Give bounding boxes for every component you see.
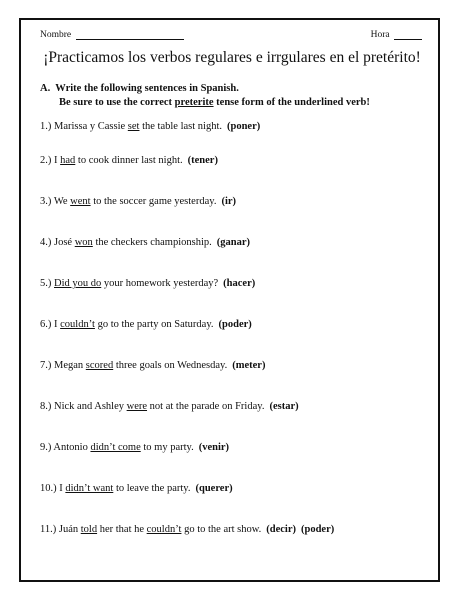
instructions-line-1: [40, 82, 370, 96]
underlined-verb: went: [70, 196, 91, 207]
sentence-item: [40, 319, 252, 330]
name-field: [40, 30, 184, 40]
sentence-text-post: your homework yesterday?: [101, 278, 219, 289]
sentence-item: [40, 442, 229, 453]
sentence-item: [40, 524, 334, 535]
sentence-number: 8.): [40, 401, 52, 412]
sentence-number: 5.): [40, 278, 52, 289]
sentence-number: 2.): [40, 155, 52, 166]
underlined-verb: scored: [85, 360, 114, 371]
sentence-text-post: to leave the party.: [113, 483, 191, 494]
name-label: Nombre: [40, 30, 72, 40]
sentence-number: 1.): [40, 121, 52, 132]
verb-hint: (querer): [195, 483, 233, 494]
sentence-item: [40, 121, 260, 132]
underlined-verb: set: [127, 121, 140, 132]
sentence-item: [40, 401, 299, 412]
sentence-text-post: go to the art show.: [181, 524, 262, 535]
underlined-verb: won: [74, 237, 93, 248]
sentence-text-post: go to the party on Saturday.: [94, 319, 214, 330]
sentence-item: [40, 155, 218, 166]
instructions-line-2: [40, 96, 370, 110]
instructions-text-2-pre: Be sure to use the correct: [59, 97, 175, 108]
verb-hint: (estar): [269, 401, 299, 412]
underlined-verb-2: couldn’t: [146, 524, 182, 535]
sentence-text-mid: her that he: [97, 524, 147, 535]
verb-hint: (hacer): [223, 278, 256, 289]
underlined-verb: told: [80, 524, 98, 535]
sentence-item: [40, 196, 236, 207]
sentence-text-post: the table last night.: [139, 121, 222, 132]
sentence-number: 7.): [40, 360, 52, 371]
underlined-verb: didn’t come: [90, 442, 141, 453]
sentence-number: 3.): [40, 196, 52, 207]
sentence-text-pre: José: [54, 237, 75, 248]
underlined-verb: were: [126, 401, 148, 412]
verb-hint: (meter): [232, 360, 266, 371]
sentence-text-pre: We: [53, 196, 71, 207]
verb-hint: (decir): [266, 524, 296, 535]
sentence-text-post: three goals on Wednesday.: [113, 360, 228, 371]
sentence-text-pre: Antonio: [53, 442, 91, 453]
hora-field: [371, 30, 422, 40]
worksheet-title: ¡Practicamos los verbos regulares e irrgulares en el pretérito!: [43, 49, 421, 66]
sentence-item: [40, 278, 255, 289]
instructions: [40, 82, 370, 110]
sentence-item: [40, 483, 233, 494]
sentence-text-pre: Juán: [58, 524, 81, 535]
name-blank-line[interactable]: [76, 30, 184, 40]
section-label: A.: [40, 83, 51, 94]
verb-hint: (tener): [187, 155, 218, 166]
sentence-text-post: to cook dinner last night.: [75, 155, 183, 166]
underlined-verb: didn’t want: [65, 483, 114, 494]
verb-hint: (ir): [221, 196, 237, 207]
sentence-text-pre: I: [54, 319, 61, 330]
hora-label: Hora: [370, 30, 390, 40]
header-row: [40, 30, 422, 44]
sentence-text-pre: Megan: [54, 360, 86, 371]
sentence-item: [40, 360, 265, 371]
verb-hint: (venir): [198, 442, 230, 453]
instructions-text-2-post: tense form of the underlined verb!: [213, 97, 370, 108]
underlined-verb: had: [60, 155, 76, 166]
hora-blank-line[interactable]: [394, 30, 422, 40]
sentence-number: 6.): [40, 319, 52, 330]
instructions-underlined-word: preterite: [174, 97, 214, 108]
sentence-number: 4.): [40, 237, 52, 248]
instructions-text-1: Write the following sentences in Spanish.: [55, 83, 239, 94]
underlined-verb: couldn’t: [60, 319, 95, 330]
verb-hint: (poner): [227, 121, 261, 132]
sentence-item: [40, 237, 250, 248]
sentence-text-pre: I: [54, 155, 61, 166]
sentence-text-pre: I: [59, 483, 66, 494]
verb-hint-2: (poder): [301, 524, 335, 535]
sentence-text-pre: Marissa y Cassie: [54, 121, 128, 132]
sentence-text-post: to the soccer game yesterday.: [90, 196, 217, 207]
sentence-number: 10.): [40, 483, 57, 494]
sentence-text-pre: Nick and Ashley: [54, 401, 127, 412]
sentence-number: 9.): [40, 442, 52, 453]
sentence-number: 11.): [40, 524, 57, 535]
verb-hint: (poder): [218, 319, 252, 330]
sentence-text-post: not at the parade on Friday.: [147, 401, 265, 412]
sentence-text-post: the checkers championship.: [92, 237, 212, 248]
sentence-text-post: to my party.: [140, 442, 194, 453]
underlined-verb: Did you do: [54, 278, 102, 289]
verb-hint: (ganar): [216, 237, 251, 248]
